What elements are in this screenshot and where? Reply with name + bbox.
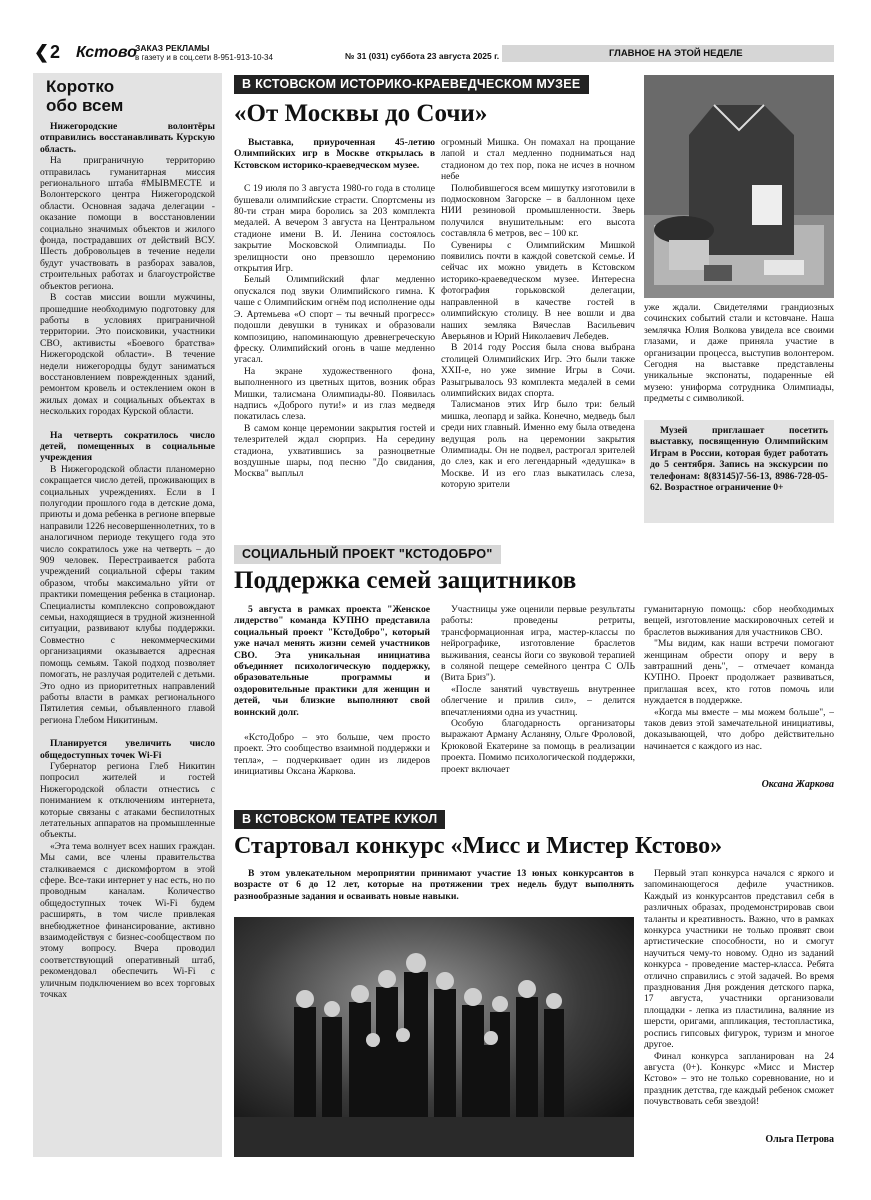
sidebar-item3-p1: Губернатор региона Глеб Никитин попросил жителей и гостей Нижегородской области отнестись с пониманием к отключениям интернета, которые связаны с атаками беспилотных летательных аппаратов на промышленные объекты. [40,760,215,841]
page-number: 2 [50,42,61,62]
kstodobro-author: Оксана Жаркова [761,779,834,790]
kstodobro-banner: СОЦИАЛЬНЫЙ ПРОЕКТ "КСТОДОБРО" [234,545,501,564]
ad-label: ЗАКАЗ РЕКЛАМЫ [135,43,210,53]
sidebar-item2-p1: В Нижегородской области планомерно сокращается число детей, проживающих в социальных учреждениях. Если в I полугодии прошлого года в детские дома, приюты и дома ребенка в регионе впервые направили 1226 несовершеннолетних, то в аналогичном периоде текущего года это число сократилось уже на четверть – до 909 человек. Перестраивается работа учреждений социальной сферы таким образом, чтобы максимально уйти от практики помещения ребенка в стационар. Специалисты комплексно сопровождают семьи, находящиеся в трудной жизненной ситуации, развивают клубы поддержки. Совместно с некоммерческими организациями оказывается адресная помощь семьям. Такой подход позволяет помогать, не разлучая родителей с детьми. Это одно из приоритетных направлений работы власти в рамках регионального Пятилетия семьи, объявленного главой региона Глебом Никитиным. [40,463,215,726]
museum-lead: Выставка, приуроченная 45-летию Олимпийских игр в Москве открылась в Кстовском историко-краеведческом музее. [234,137,435,171]
sidebar-item3-lead: Планируется увеличить число общедоступных точек Wi-Fi [40,738,215,761]
museum-info-box: Музей приглашает посетить выставку, посвященную Олимпийским Играм в России, которая будет работать до 5 сентября. Запись на экскурсии по телефонам: 8(83145)7-56-13, 8986-728-05-62. Возрастное ограничение 0+ [644,420,834,523]
theater-author: Ольга Петрова [765,1134,834,1145]
sidebar-item1-p1: На приграничную территорию отправилась гуманитарная миссия регионального штаба #МЫВМЕСТЕ и Волонтерского центра Нижегородской области. Основная задача делегации - оказание помощи в восстановлении социально значимых объектов и жилого фонда, пострадавших от действий ВСУ. Шесть добровольцев в течение недели будут участвовать в разборах завалов, строительных работах и благоустройстве объектов региона. [40,155,215,292]
sidebar [33,73,222,1157]
sidebar-item2-lead: На четверть сократилось число детей, помещенных в социальные учреждения [40,429,215,464]
museum-col2: огромный Мишка. Он помахал на прощание лапой и стал медленно подниматься над стадионом до тех пор, пока не исчез в ночном небе Полюбившегося всем мишутку изготовили в подмосковном Загорске – в баллонном цехе НИИ резиновой промышленности. Зверь получился внушительным: его высота составляла 6 метров, вес – 100 кг. Сувениры с Олимпийским Мишкой появились почти в каждой советской семье. И сейчас их можно увидеть в Кстовском историко-краеведческом музее. Интересна фотография горьковской делегации, направленной в качестве гостей в олимпийскую столицу. В нее вошли и два наших земляка Вячеслав Васильевич Аверьянов и Юрий Николаевич Лебедев. В 2014 году Россия была снова выбрана столицей Олимпийских Игр. Это были также XXII-е, но уже зимние Игры в Сочи. Разыгрывалось 93 комплекта медалей в семи олимпийских видах спорта. Талисманов этих Игр было три: белый мишка, леопард и зайка. Конечно, медведь был среди них главный. Именно ему была отведена ведущая роль на церемонии закрытия Олимпиады. Он не подвел, растрогал зрителей до слез, как и его легендарный «дедушка» в Москве. И из его глаз выкатилась слеза, которую зрители [441,137,635,491]
sidebar-title: Коротко обо всем [46,77,124,115]
kstodobro-col2: Участницы уже оценили первые результаты работы: проведены ретриты, трансформационная игра, мастер-классы по нейрографике, изготовление браслетов выживания, сеансы йоги со звуковой терапией в соляной пещере семейного центра С ОЛЬ (Вита Бриз"). «После занятий чувствуешь внутреннее облегчение и прилив сил», – делится впечатлениями одна из участниц. Особую благодарность организаторы выражают Арману Асланяну, Ольге Фроловой, Крюковой Екатерине за помощь в реализации проекта. Помимо психологической поддержки, проект включает [441,604,635,775]
theater-lead: В этом увлекательном мероприятии принимают участие 13 юных конкурсантов в возрасте от 6 до 12 лет, которые на протяжении трех недель будут выполнять разнообразные задания и осваивать новые навыки. [234,868,634,902]
sidebar-item1-lead: Нижегородские волонтёры отправились восстанавливать Курскую область. [40,121,215,155]
theater-banner: В КСТОВСКОМ ТЕАТРЕ КУКОЛ [234,810,445,829]
museum-title: «От Москвы до Сочи» [234,100,488,127]
page-header [34,42,834,64]
children-group-photo [234,917,634,1157]
theater-title: Стартовал конкурс «Мисс и Мистер Кстово» [234,833,723,859]
museum-col1: Выставка, приуроченная 45-летию Олимпийских игр в Москве открылась в Кстовском историко-краеведческом музее. С 19 июля по 3 августа 1980-го года в столице бушевали олимпийские страсти. Спортсмены из 80-ти стран мира боролись за 203 комплекта медалей. А вечером 3 августа на Центральном стадионе имени В. И. Ленина состоялось закрытие Московской Олимпиады. По зрелищности оно превзошло церемонию открытия Игр. Белый Олимпийский флаг медленно опускался под звуки Олимпийского гимна. К чаше с Олимпийским огнём под исполнение оды Э. Артемьева «О спорт – ты вечный прогресс» подошли девушки в туниках и образовали композицию, напоминающую древнегреческую фреску. Олимпийский огонь в чаше медленно угасал. На экране художественного фона, выполненного из цветных щитов, возник образ Мишки, талисмана Олимпиады-80. Появилась надпись «Доброго пути!» и из глаз медведя покатилась слеза. В самом конце церемонии закрытия гостей и телезрителей ждал сюрприз. На середину стадиона, ухватившись за разноцветные воздушные шары, под песню "До свидания, Москва" выплыл [234,137,435,480]
theater-photo [234,917,634,1157]
kstodobro-lead: 5 августа в рамках проекта "Женское лидерство" команда КУПНО представила социальный проект "КстоДобро", который уже начал менять жизни семей участников СВО. Эта уникальная инициатива объединяет психологическую поддержку, образовательные программы и оздоровительные практики для женщин и детей, чьи близкие выполняют свой воинский долг. [234,604,430,718]
sidebar-item3-p2: «Эта тема волнует всех наших граждан. Мы сами, все члены правительства сталкиваемся с дискомфортом в этой сфере. Все-таки интернет у нас есть, но по проводным каналам. Количество общедоступных точек Wi-Fi будем расширять, в том числе привлекая внебюджетное финансирование, активно взаимодействуя с бизнес-сообществом по этому вопросу. Вчера проводил соответствующий оперативный штаб, рекомендовал обеспечить Wi-Fi с уличным подключением во всех торговых точках [40,840,215,1001]
theater-col: Первый этап конкурса начался с яркого и запоминающегося дефиле участников. Каждый из конкурсантов представил себя в различных образах, продемонстрировав свои таланты и креативность. Важно, что в рамках конкурса участники не только проявят свои артистические способности, но и смогут научиться чему-то новому. Одно из заданий конкурса - проведение мастер-класса. Ребята отлично справились с этой задачей. Во время празднования Дня рождения детского парка, 17 августа, участники организовали площадки - лепка из пластилина, валяние из шерсти, оригами, аппликация, тестопластика, роспись гипсовых фигурок, туризм и многое другое. Финал конкурса запланирован на 24 августа (0+). Конкурс «Мисс и Мистер Кстово» – это не только соревнование, но и праздник детства, где каждый ребенок сможет почувствовать себя звездой! [644,868,834,1108]
section-title: ГЛАВНОЕ НА ЭТОЙ НЕДЕЛЕ [609,48,743,59]
logo: Кстово [76,44,137,61]
kstodobro-title: Поддержка семей защитников [234,567,577,594]
chevron-left-icon: ❮ [34,42,50,62]
olympic-uniform-photo [644,75,834,298]
issue-info: № 31 (031) суббота 23 августа 2025 г. [345,51,500,61]
museum-photo [644,75,834,298]
museum-col3: уже ждали. Свидетелями грандиозных сочинских событий стали и кстовчане. Наша землячка Юлия Волкова увидела все своими глазами, и даже приняла участие в организации процесса, выступив волонтером. Сегодня на выставке представлены уникальные экспонаты, подаренные ей музею: униформа сотрудника Олимпиады, предметы с символикой. [644,302,834,405]
sidebar-item1-p2: В состав миссии вошли мужчины, прошедшие необходимую подготовку для работы в условиях приграничной территории. Это поисковики, участники СВО, активисты «Боевого братства» Нижегородской области». В течение недели нижегородцы будут заниматься восстановлением поврежденных зданий, ремонтом кровель и остеклением окон в жилых домах и социальных объектах в нескольких городах Курской области. [40,292,215,418]
museum-banner: В КСТОВСКОМ ИСТОРИКО-КРАЕВЕДЧЕСКОМ МУЗЕЕ [234,75,589,94]
ad-phone: в газету и в соц.сети 8-951-913-10-34 [135,53,273,62]
kstodobro-col3: гуманитарную помощь: сбор необходимых вещей, изготовление маскировочных сетей и браслетов выживания для участников СВО. "Мы видим, как наши встречи помогают женщинам обрести опору и веру в завтрашний день", – отмечает команда КУПНО. Проект продолжает развиваться, приглашая всех, кто готов помочь или нуждается в поддержке. «Когда мы вместе – мы можем больше", – таков девиз этой замечательной инициативы, доказывающей, что добро действительно начинается с каждого из нас. [644,604,834,752]
kstodobro-col1: 5 августа в рамках проекта "Женское лидерство" команда КУПНО представила социальный проект "КстоДобро", который уже начал менять жизни семей участников СВО. Эта уникальная инициатива объединяет психологическую поддержку, образовательные программы и оздоровительные практики для женщин и детей, чьи близкие выполняют свой воинский долг. «КстоДобро – это больше, чем просто проект. Это сообщество взаимной поддержки и тепла», – подчеркивает один из лидеров инициативы Оксана Жаркова. [234,604,430,778]
